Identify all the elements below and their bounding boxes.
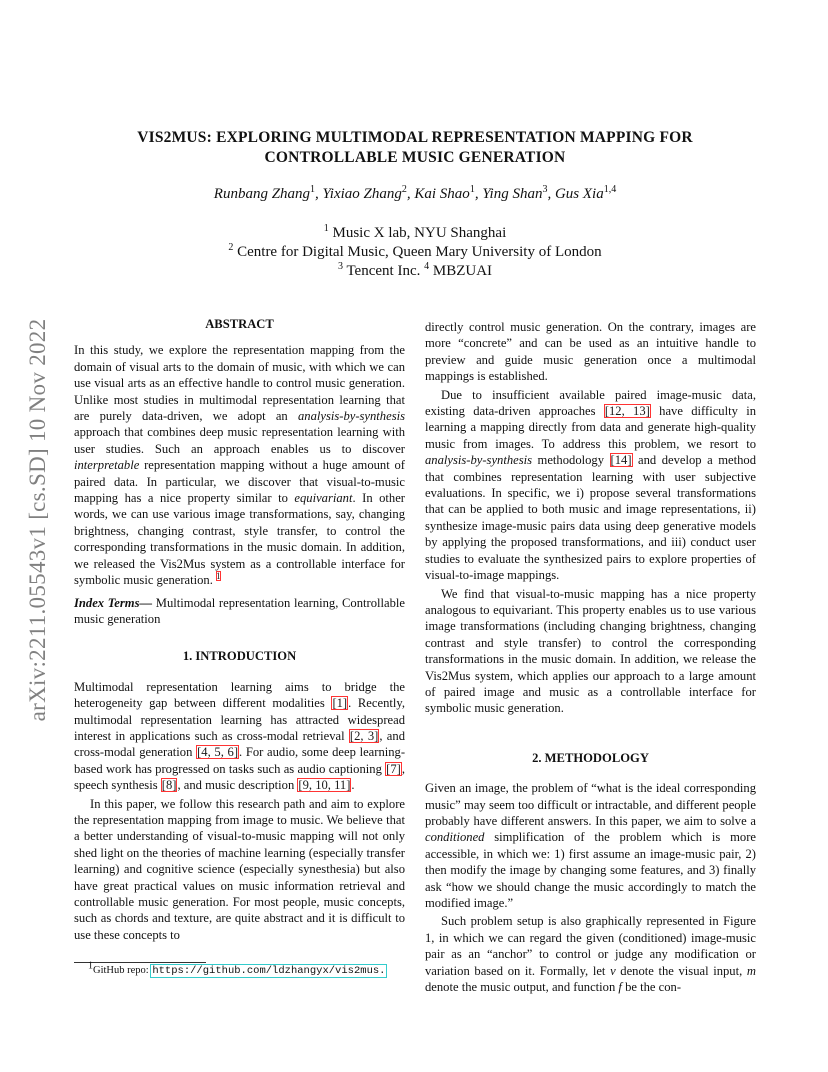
intro-paragraph-3: directly control music generation. On the contrary, images are more “concrete” and can be used as an intuitive handle to preview and guide music generation once a multimodal mappings is established.: [425, 320, 756, 384]
intro-paragraph-2: In this paper, we follow this research path and aim to explore the representation mapping from image to music. We believe that a better understanding of visual-to-music mapping will not only shed light on the theories of machine learning (especially transfer learning) and cognitive science (especially synesthesia) but also have great practical values on music information retrieval and controllable music generation. For most people, music concepts, such as chords and texture, are quite abstract and it is difficult to use these concepts to: [74, 796, 405, 942]
footnote: $^1$GitHub repo: https://github.com/ldzhangyx/vis2mus.: [88, 960, 386, 977]
affiliation-2: $^2$ Centre for Digital Music, Queen Mary University of London: [228, 242, 602, 260]
abstract-text: In this study, we explore the representation mapping from the domain of visual arts to the domain of music, with which we can use visual arts as an effective handle to control music generation. Unlike most studies in multimodal representation learning that are purely data-driven, we adopt an analysis-by-synthesis approach that combines deep music representation learning with user studies. Such an approach enables us to discover interpretable representation mapping without a huge amount of paired data. In particular, we discover that visual-to-music mapping has a nice property similar to equivariant. In other words, we can use various image transformations, say, changing brightness, changing contrast, style transfer, to control the corresponding transformations in the music domain. In addition, we released the Vis2Mus system as a controllable interface for symbolic music generation. $^1$: [74, 343, 405, 588]
author-name: Runbang Zhang: [213, 186, 311, 202]
left-column: [74, 316, 405, 943]
right-column: [425, 319, 756, 995]
intro-heading: 1. INTRODUCTION: [182, 649, 297, 664]
citation-link[interactable]: [14]: [610, 453, 632, 468]
title-line-2: CONTROLLABLE MUSIC GENERATION: [264, 149, 566, 166]
citation-link[interactable]: [2, 3]: [349, 728, 379, 743]
affiliations: [100, 224, 730, 281]
author-name: Yixiao Zhang: [322, 186, 402, 202]
arxiv-sidebar: [10, 280, 66, 760]
arxiv-identifier: arXiv:2211.05543v1 [cs.SD] 10 Nov 2022: [25, 318, 50, 722]
methodology-heading: 2. METHODOLOGY: [532, 750, 649, 765]
footnote-divider: [74, 962, 206, 963]
footnote-link[interactable]: 1: [216, 570, 221, 581]
author-name: Kai Shao: [414, 186, 470, 202]
github-link[interactable]: https://github.com/ldzhangyx/vis2mus.: [152, 965, 386, 977]
affiliation-3-4: $^3$ Tencent Inc. $^4$ MBZUAI: [337, 261, 493, 279]
method-paragraph-2: Such problem setup is also graphically represented in Figure 1, in which we can regard the given (conditioned) image-music pair as an “anchor” to control or judge any modification or variation based on it. Formally, let v denote the visual input, m denote the music output, and function f be the con-: [425, 914, 756, 995]
affiliation-1: $^1$ Music X lab, NYU Shanghai: [323, 223, 507, 241]
citation-link[interactable]: [1]: [332, 696, 348, 711]
author-list: Runbang Zhang$^1$, Yixiao Zhang$^2$, Kai Shao$^1$, Ying Shan$^3$, Gus Xia$^{1,4}$: [213, 184, 617, 202]
intro-paragraph-5: We find that visual-to-music mapping has a nice property analogous to equivariant. This property enables us to use various image transformations (including changing brightness, changing contrast and style transfer) to control the corresponding transformations in the music domain. In addition, we release the Vis2Mus system, which applies our approach to a large amount of paired image and music as a controllable interface for symbolic music generation.: [425, 586, 756, 716]
author-affil-sup: 1,4: [603, 184, 617, 195]
citation-link[interactable]: [12, 13]: [604, 404, 650, 419]
author-affil-sup: 1: [310, 184, 316, 195]
index-terms: Index Terms— Multimodal representation learning, Controllable music generation: [74, 595, 405, 626]
intro-paragraph-4: Due to insufficient available paired image-music data, existing data-driven approaches [12, 13] have difficulty in learning a mapping directly from data and generate high-quality music from images. To address this problem, we resort to analysis-by-synthesis methodology [14] and develop a method that combines representation learning with user subjective evaluations. In specific, we i) propose several transformations that can be applied to both music and image representations, ii) synthesize image-music pairs data using deep generative models by applying the proposed transformations, and iii) conduct user studies to evaluate the synthesized pairs to explore properties of visual-to-image mappings.: [425, 387, 757, 583]
intro-paragraph-1: Multimodal representation learning aims to bridge the heterogeneity gap between different modalities [1]. Recently, multimodal representation learning has attracted widespread interest in applications such as cross-modal retrieval [2, 3], and cross-modal generation [4, 5, 6]. For audio, some deep learning-based work has progressed on tasks such as audio captioning [7], speech synthesis [8], and music description [9, 10, 11].: [74, 679, 406, 793]
abstract-heading: ABSTRACT: [205, 317, 274, 331]
author-name: Gus Xia: [554, 186, 604, 202]
method-paragraph-1: Given an image, the problem of “what is the ideal corresponding music” may seem too difficult or intractable, and different people probably have different answers. In this paper, we aim to solve a conditioned simplification of the problem which is more accessible, in which we: 1) first assume an image-music pair, 2) then modify the image by changing some features, and 3) finally ask “how we should change the music accordingly to match the modified image.”: [425, 781, 756, 910]
author-affil-sup: 1: [469, 184, 475, 195]
author-affil-sup: 2: [401, 184, 407, 195]
citation-link[interactable]: [8]: [161, 778, 177, 793]
author-name: Ying Shan: [482, 186, 543, 202]
paper-title: [100, 128, 730, 168]
citation-link[interactable]: [7]: [386, 761, 401, 776]
title-line-1: VIS2MUS: EXPLORING MULTIMODAL REPRESENTATION MAPPING FOR: [137, 129, 693, 146]
citation-link[interactable]: [4, 5, 6]: [197, 745, 239, 760]
citation-link[interactable]: [9, 10, 11]: [298, 778, 351, 793]
author-affil-sup: 3: [542, 184, 548, 195]
